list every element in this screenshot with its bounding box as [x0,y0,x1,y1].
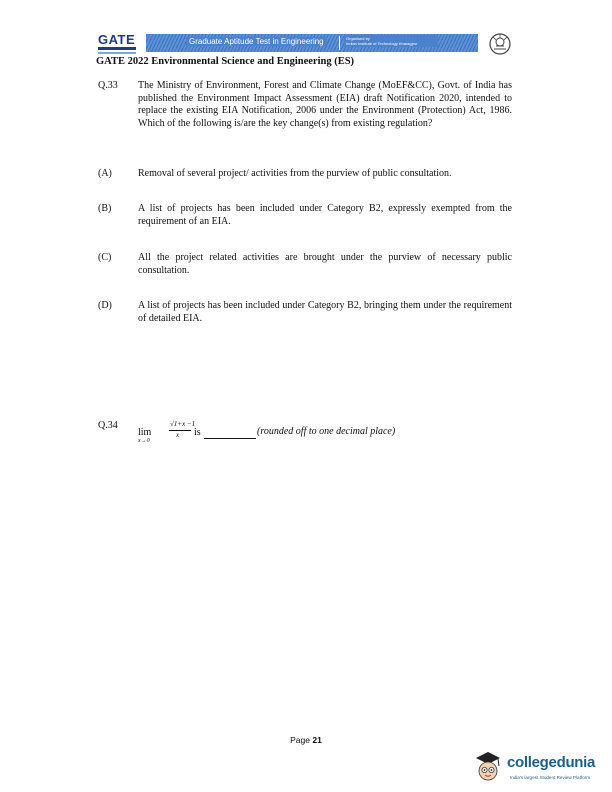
option-label-c: (C) [98,252,112,263]
banner-separator [339,36,340,50]
gate-logo [96,30,140,58]
option-text-d: A list of projects has been included under Category B2, bringing them under the requirement of detailed EIA. [138,300,512,324]
header-banner [146,34,478,52]
option-label-b: (B) [98,203,112,214]
mascot-icon [472,749,504,787]
page-number-value: 21 [312,735,322,745]
fraction-bar [169,430,191,431]
option-label-a: (A) [98,168,112,179]
iit-emblem-icon [488,32,512,56]
banner-organizer [344,35,438,47]
logo-stripe [98,52,136,54]
rounding-note: (rounded off to one decimal place) [257,426,396,437]
banner-title: Graduate Aptitude Test in Engineering [186,37,327,46]
organizer-line: Indian Institute of Technology Kharagpur [346,41,418,46]
option-text-b: A list of projects has been included under Category B2, expressly exempted from the requirement of an EIA. [138,203,512,227]
question-text: The Ministry of Environment, Forest and Climate Change (MoEF&CC), Govt. of India has published the Environment Impact Assessment (EIA) draft Notification 2020, intended to replace the existing EIA Notification, 2006 under the Environment (Protection) Act, 1986. Which of the following is/are the key change(s) from existing regulation? [138,80,512,129]
page-header [96,30,516,58]
brand-name: collegedunia [507,754,596,771]
page-label: Page [290,735,310,745]
page-number [0,735,612,745]
limit-expression [138,418,458,448]
fraction-numerator: √1+x −1 [170,420,196,428]
option-label-d: (D) [98,300,112,311]
document-title: GATE 2022 Environmental Science and Engineering (ES) [96,56,355,67]
option-text-a: Removal of several project/ activities from the purview of public consultation. [138,168,452,179]
brand-tagline: India's largest Student Review Platform [510,775,591,780]
logo-stripe [98,47,136,50]
question-number: Q.33 [98,80,118,91]
lim-subscript: x→0 [138,438,150,444]
question-number: Q.34 [98,420,118,431]
organizer-line: Organised by [346,36,370,41]
collegedunia-badge [470,749,612,789]
gate-logo-text: GATE [98,32,136,47]
fraction-denominator: x [176,431,180,439]
lim-operator: lim [138,427,152,438]
option-text-c: All the project related activities are brought under the purview of necessary public consultation. [138,252,512,276]
answer-blank [204,438,256,439]
is-text: is [194,427,201,438]
